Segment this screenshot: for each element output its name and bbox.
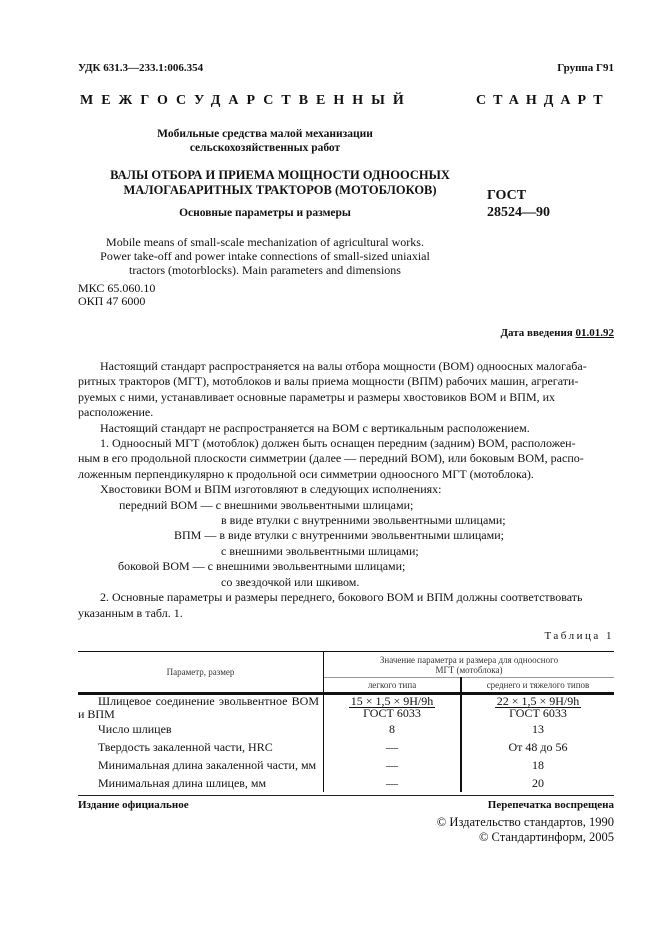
cell-param: Шлицевое соединение эвольвентное ВОМ и ВПМ xyxy=(78,694,324,721)
table-row xyxy=(78,738,614,756)
cell-param: Минимальная длина шлицев, мм xyxy=(78,774,324,792)
body-line: расположение. xyxy=(78,405,154,420)
table-row xyxy=(78,720,614,738)
cell-heavy: От 48 до 56 xyxy=(508,739,568,754)
body-line: ложенным перпендикулярно к продольной оси симметрии одноосного МГТ (мотоблока). xyxy=(78,466,534,481)
parameters-table xyxy=(78,651,614,792)
udk-code: УДК 631.3—233.1:006.354 xyxy=(78,62,204,74)
body-line: передний ВОМ — с внешними эвольвентными шлицами; xyxy=(119,497,414,512)
cell-heavy: 18 xyxy=(532,757,544,772)
body-line: ным в его продольной плоскости симметрии (далее — передний ВОМ), или боковым ВОМ, распо- xyxy=(78,451,584,466)
main-title-1: ВАЛЫ ОТБОРА И ПРИЕМА МОЩНОСТИ ОДНООСНЫХ xyxy=(110,168,450,182)
table-row xyxy=(78,756,614,774)
cell-light: — xyxy=(324,756,462,774)
cell-heavy-fraction: $\frac{22 \times 1,5 \times 9H/9h}{\text{ГОСТ 6033}}$ xyxy=(496,693,580,720)
main-title-2: МАЛОГАБАРИТНЫХ ТРАКТОРОВ (МОТОБЛОКОВ) xyxy=(123,183,437,197)
cell-light: 8 xyxy=(324,720,462,738)
cell-light: — xyxy=(324,738,462,756)
body-line: ВПМ — в виде втулки с внутренними эвольвентными шлицами; xyxy=(174,528,504,543)
cell-light-fraction: $\frac{15 \times 1,5 \times 9H/9h}{\text{ГОСТ 6033}}$ xyxy=(350,693,434,720)
body-line: указанным в табл. 1. xyxy=(78,605,183,620)
header-param: Параметр, размер xyxy=(78,652,324,694)
cell-heavy: 13 xyxy=(532,721,544,736)
subtitle: Основные параметры и размеры xyxy=(179,207,351,219)
body-line: ритных тракторов (МГТ), мотоблоков и валы приема мощности (ВПМ) рабочих машин, агрегати- xyxy=(78,374,579,389)
header-light: легкого типа xyxy=(324,678,462,694)
table-row xyxy=(78,694,614,721)
body-line: 1. Одноосный МГТ (мотоблок) должен быть оснащен передним (задним) ВОМ, расположен- xyxy=(100,436,576,451)
copyright-2: © Стандартинформ, 2005 xyxy=(478,830,614,844)
cell-light: — xyxy=(324,774,462,792)
official-edition: Издание официальное xyxy=(78,799,189,811)
banner-right: СТАНДАРТ xyxy=(476,93,610,108)
footer-divider xyxy=(78,795,614,796)
intro-date xyxy=(500,327,614,339)
intro-date-value: 01.01.92 xyxy=(575,327,614,339)
header-heavy: среднего и тяжелого типов xyxy=(486,680,590,690)
banner-left: МЕЖГОСУДАРСТВЕННЫЙ xyxy=(80,93,412,108)
copyright-1: © Издательство стандартов, 1990 xyxy=(436,815,614,829)
intro-date-label: Дата введения xyxy=(500,327,573,339)
header-value: Значение параметра и размера для одноосного МГТ (мотоблока) xyxy=(324,652,615,678)
body-line: боковой ВОМ — с внешними эвольвентными шлицами; xyxy=(118,559,406,574)
body-line: Настоящий стандарт не распространяется на ВОМ с вертикальным расположением. xyxy=(100,420,530,435)
group-code: Группа Г91 xyxy=(557,62,614,74)
table-caption: Таблица 1 xyxy=(544,630,614,642)
title-line2: сельскохозяйственных работ xyxy=(189,142,341,154)
gost-number: 28524—90 xyxy=(487,205,550,220)
cell-param: Минимальная длина закаленной части, мм xyxy=(78,756,324,774)
english-title-3: tractors (motorblocks). Main parameters and dimensions xyxy=(129,263,401,277)
body-line: Хвостовики ВОМ и ВПМ изготовляют в следующих исполнениях: xyxy=(100,482,442,497)
body-line: со звездочкой или шкивом. xyxy=(221,574,360,589)
title-line1: Мобильные средства малой механизации xyxy=(157,128,373,140)
body-line: руемых с ними, устанавливает основные параметры и размеры хвостовиков ВОМ и ВПМ, их xyxy=(78,389,556,404)
cell-param: Твердость закаленной части, HRC xyxy=(78,738,324,756)
reprint-notice: Перепечатка воспрещена xyxy=(487,799,614,811)
body-line: в виде втулки с внутренними эвольвентными шлицами; xyxy=(221,513,506,528)
body-line: с внешними эвольвентными шлицами; xyxy=(221,543,419,558)
mks-code: МКС 65.060.10 xyxy=(78,281,156,295)
body-line: 2. Основные параметры и размеры переднего, бокового ВОМ и ВПМ должны соответствовать xyxy=(100,590,583,605)
cell-heavy: 20 xyxy=(532,775,544,790)
body-text xyxy=(78,359,614,621)
cell-param: Число шлицев xyxy=(78,720,324,738)
body-line: Настоящий стандарт распространяется на валы отбора мощности (ВОМ) одноосных малогаба- xyxy=(100,359,587,373)
okp-code: ОКП 47 6000 xyxy=(78,294,146,308)
table-row xyxy=(78,774,614,792)
english-title-2: Power take-off and power intake connections of small-sized uniaxial xyxy=(100,249,430,263)
english-title-1: Mobile means of small-scale mechanization of agricultural works. xyxy=(106,235,424,249)
gost-label: ГОСТ xyxy=(487,188,527,203)
